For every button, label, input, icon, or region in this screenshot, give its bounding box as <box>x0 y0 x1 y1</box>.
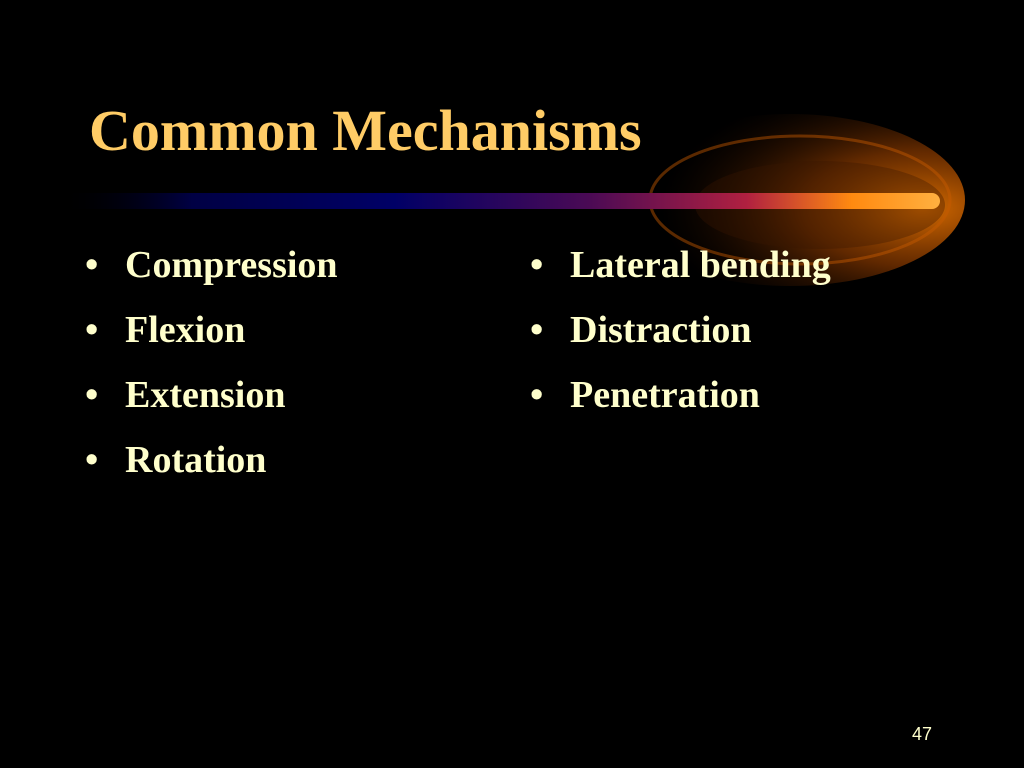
list-item-label: Distraction <box>570 309 752 351</box>
list-item <box>530 241 831 306</box>
bullet-icon: • <box>530 309 544 351</box>
list-item <box>85 371 338 436</box>
bullet-icon: • <box>530 374 544 416</box>
bullet-icon: • <box>85 439 99 481</box>
left-bullet-list <box>85 241 338 501</box>
bullet-icon: • <box>85 309 99 351</box>
list-item <box>530 371 831 436</box>
list-item <box>85 241 338 306</box>
bullet-icon: • <box>530 244 544 286</box>
right-bullet-list <box>530 241 831 436</box>
list-item <box>530 306 831 371</box>
bullet-icon: • <box>85 374 99 416</box>
list-item-label: Flexion <box>125 309 246 351</box>
list-item-label: Lateral bending <box>570 244 831 286</box>
list-item <box>85 436 338 501</box>
page-number: 47 <box>912 724 933 744</box>
list-item-label: Compression <box>125 244 338 286</box>
list-item <box>85 306 338 371</box>
bullet-icon: • <box>85 244 99 286</box>
list-item-label: Rotation <box>125 439 267 481</box>
list-item-label: Penetration <box>570 374 760 416</box>
list-item-label: Extension <box>125 374 286 416</box>
slide-title: Common Mechanisms <box>89 98 642 163</box>
